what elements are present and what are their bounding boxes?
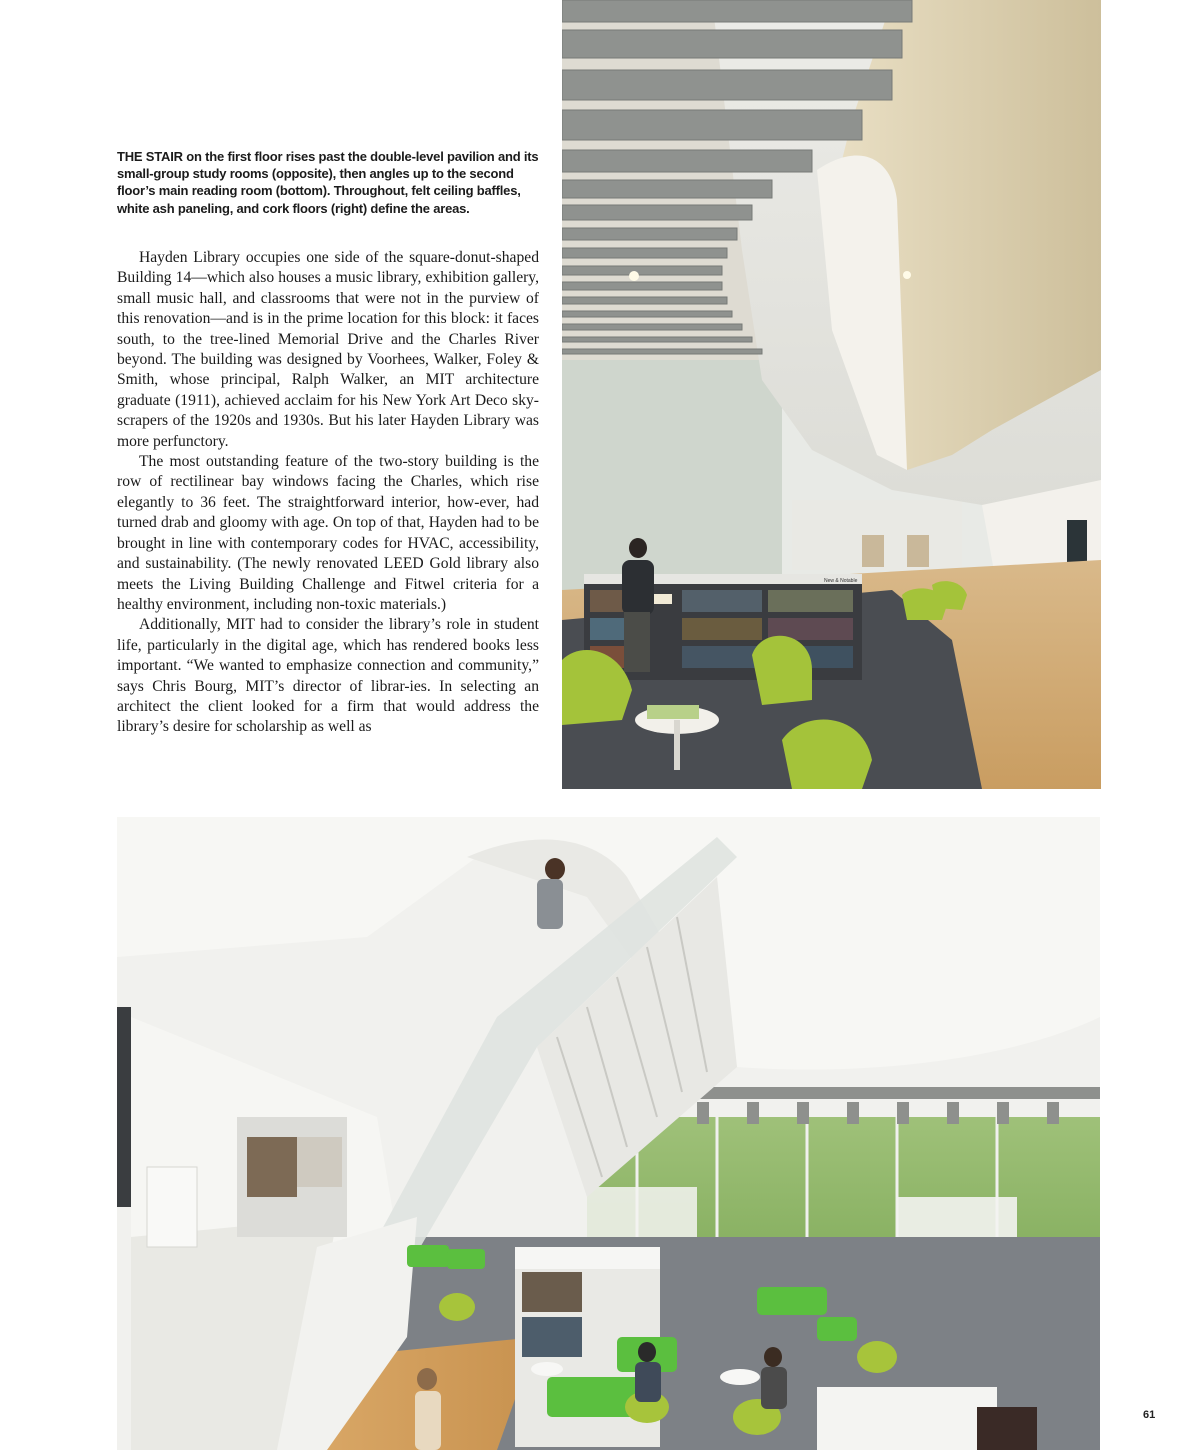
photo-caption bbox=[117, 148, 547, 217]
article-body bbox=[117, 248, 539, 738]
page-number: 61 bbox=[1143, 1409, 1156, 1421]
caption-lead: THE STAIR bbox=[117, 149, 183, 164]
body-paragraph: The most outstanding feature of the two-story building is the row of rectilinear bay windows facing the Charles, which rise elegantly to 36 feet. The straightforward interior, how-ever, had turned drab and gloomy with age. On top of that, Hayden had to be brought in line with contemporary codes for HVAC, accessibility, and sustainability. (The newly renovated LEED Gold library also meets the Living Building Challenge and Fitwel criteria for a healthy environment, including non-toxic materials.) bbox=[117, 453, 539, 613]
photo-stair bbox=[117, 817, 1100, 1450]
photo-reading-room bbox=[562, 0, 1101, 789]
caption-text: on the first floor rises past the double-level pavilion and its small-group study rooms (opposite), then angles up to the second floor’s main reading room (bottom). Throughout, felt ceiling baffles, white ash paneling, and cork floors (right) define the areas. bbox=[117, 149, 539, 216]
body-paragraph: Additionally, MIT had to consider the library’s role in student life, particularly in the digital age, which has rendered books less important. “We wanted to emphasize connection and community,” says Chris Bourg, MIT’s director of librar-ies. In selecting an architect the client looked for a firm that would address the library’s desire for scholarship as well as bbox=[117, 616, 539, 736]
new-notable-sign: New & Notable bbox=[824, 578, 858, 584]
body-paragraph: Hayden Library occupies one side of the square-donut-shaped Building 14—which also houses a music library, exhibition gallery, small music hall, and classrooms that were not in the purview of this renovation—and is in the prime location for this block: it faces south, to the tree-lined Memorial Drive and the Charles River beyond. The building was designed by Voorhees, Walker, Foley & Smith, whose principal, Ralph Walker, an MIT architecture graduate (1911), achieved acclaim for his New York Art Deco sky-scrapers of the 1920s and 1930s. But his later Hayden Library was more perfunctory. bbox=[117, 249, 539, 450]
